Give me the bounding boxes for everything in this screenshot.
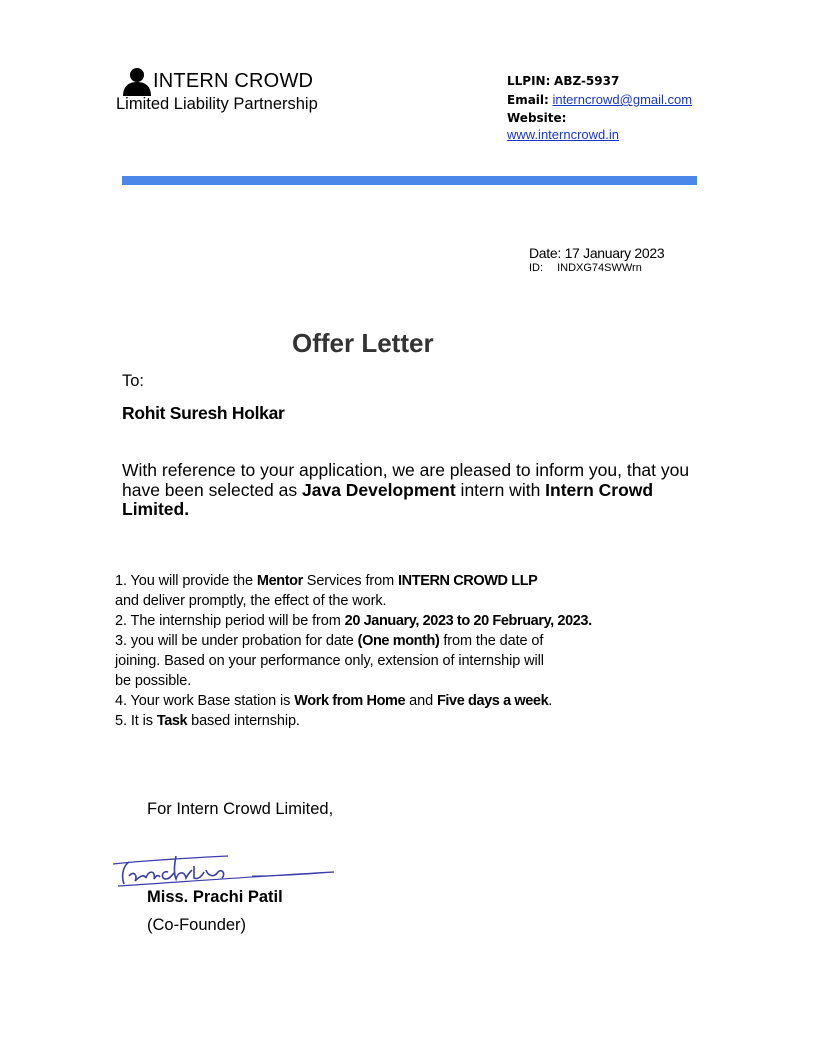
term-line (115, 571, 675, 591)
term-bold: INTERN CROWD LLP (398, 573, 538, 589)
website-label: Website: (507, 111, 567, 125)
term-bold: Task (156, 713, 188, 729)
term-text: and deliver promptly, the effect of the work. (115, 593, 387, 609)
term-text: from the date of (439, 633, 544, 649)
term-text: 5. It is (115, 713, 157, 729)
website-link[interactable]: www.interncrowd.in (507, 127, 619, 142)
id-value: INDXG74SWWrn (557, 262, 642, 274)
recipient-name: Rohit Suresh Holkar (122, 403, 285, 423)
company-subtitle: Limited Liability Partnership (116, 95, 318, 113)
terms-list (115, 571, 675, 731)
date-label: Date: (529, 245, 561, 261)
llpin-label: LLPIN: (507, 74, 551, 88)
intro-text-2: intern with (455, 479, 546, 500)
website-link-line (507, 126, 619, 144)
llpin-line (507, 72, 619, 90)
intro-role: Java Development (302, 479, 456, 500)
llpin-value: ABZ-5937 (554, 74, 620, 88)
term-line (115, 651, 675, 671)
term-text: Services from (302, 573, 399, 589)
website-label-line (507, 109, 566, 127)
date-value: 17 January 2023 (564, 245, 665, 261)
term-line (115, 691, 675, 711)
term-line (115, 711, 675, 731)
signature (110, 846, 340, 892)
to-label: To: (122, 372, 145, 390)
date-line (529, 245, 664, 261)
term-text: 3. you will be under probation for date (115, 633, 358, 649)
header-divider (122, 176, 697, 185)
term-text: based internship. (187, 713, 300, 729)
intro-paragraph (122, 461, 722, 520)
term-bold: 20 January, 2023 to 20 February, 2023. (344, 613, 592, 629)
term-bold: (One month) (357, 633, 440, 649)
term-text: . (548, 693, 553, 709)
signatory-name: Miss. Prachi Patil (147, 888, 283, 906)
intro-text-1: With reference to your application, we are pleased to inform you, that you have been selected as (122, 460, 690, 500)
id-label: ID: (529, 262, 544, 274)
person-icon (122, 66, 152, 96)
term-text: 2. The internship period will be from (115, 613, 345, 629)
term-text: 1. You will provide the (115, 573, 257, 589)
intro-company: Intern Crowd Limited. (122, 479, 654, 519)
term-text: 4. Your work Base station is (115, 693, 295, 709)
term-text: and (405, 693, 437, 709)
company-name: INTERN CROWD (153, 70, 314, 92)
term-line (115, 671, 675, 691)
term-line (115, 611, 675, 631)
signatory-title: (Co-Founder) (147, 916, 247, 934)
term-text: joining. Based on your performance only, extension of internship will (115, 653, 544, 669)
term-bold: Five days a week (436, 693, 549, 709)
email-label: Email: (507, 93, 549, 107)
email-line (507, 91, 692, 109)
term-line (115, 591, 675, 611)
term-line (115, 631, 675, 651)
term-bold: Mentor (256, 573, 303, 589)
page-title: Offer Letter (292, 328, 434, 358)
term-bold: Work from Home (294, 693, 406, 709)
email-link[interactable]: interncrowd@gmail.com (552, 92, 693, 107)
term-text: be possible. (115, 673, 192, 689)
id-line (529, 262, 642, 274)
closing-text: For Intern Crowd Limited, (147, 800, 334, 818)
